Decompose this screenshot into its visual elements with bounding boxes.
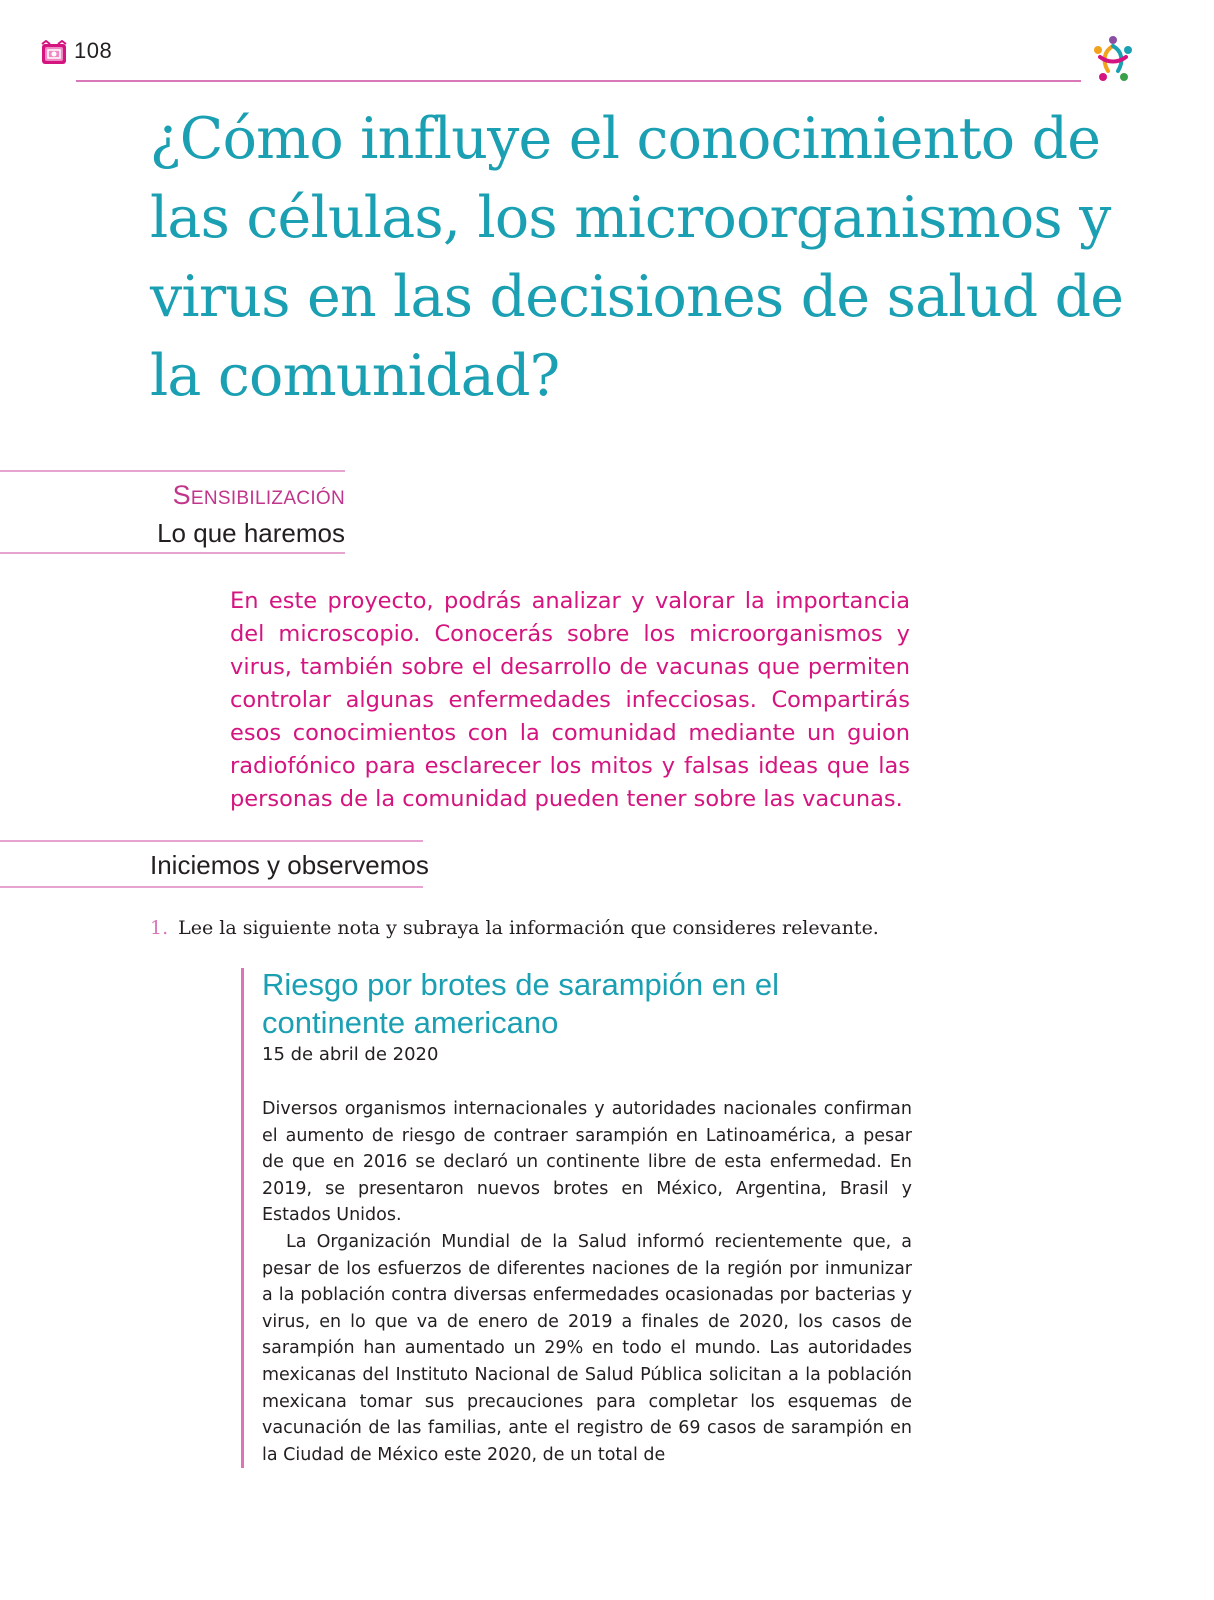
article-date: 15 de abril de 2020 [262, 1044, 439, 1065]
intro-paragraph: En este proyecto, podrás analizar y valorar la importancia del microscopio. Conocerás sobre los microorganismos y virus, también sobre el desarrollo de vacunas que permiten controlar algunas enfermedades infecciosas. Compartirás esos conocimientos con la comunidad mediante un guion radiofónico para esclarecer los mitos y falsas ideas que las personas de la comunidad pueden tener sobre las vacunas. [230, 588, 910, 812]
subsection-top-rule [0, 840, 423, 842]
article-body [262, 1096, 912, 1468]
page-title: ¿Cómo influye el conocimiento de las células, los microorganismos y virus en las decisiones de salud de la comunidad? [150, 106, 1124, 409]
article-paragraph: La Organización Mundial de la Salud informó recientemente que, a pesar de los esfuerzos de diferentes naciones de la región por inmunizar a la población contra diversas enfermedades ocasionadas por bacterias y virus, en lo que va de enero de 2019 a finales de 2020, los casos de sarampión han aumentado un 29% en todo el mundo. Las autoridades mexicanas del Instituto Nacional de Salud Pública solicitan a la población mexicana tomar sus precauciones para completar los esquemas de vacunación de las familias, ante el registro de 69 casos de sarampión en la Ciudad de México este 2020, de un total de [262, 1231, 912, 1465]
section-label: Sensibilización [172, 480, 345, 510]
article-accent-bar [241, 968, 244, 1468]
page-number: 108 [74, 38, 113, 63]
header-divider [76, 80, 1081, 82]
instruction-text: Lee la siguiente nota y subraya la información que consideres relevante. [178, 917, 879, 939]
subsection-title: Iniciemos y observemos [150, 850, 429, 880]
section-sublabel: Lo que haremos [157, 518, 345, 548]
instruction [150, 917, 879, 939]
article-paragraph: Diversos organismos internacionales y autoridades nacionales confirman el aumento de riesgo de contraer sarampión en Latinoamérica, a pesar de que en 2016 se declaró un continente libre de esta enfermedad. En 2019, se presentaron nuevos brotes en México, Argentina, Brasil y Estados Unidos. [262, 1099, 912, 1226]
subsection-bottom-rule [0, 886, 423, 888]
section-bottom-rule [0, 552, 345, 554]
section-top-rule [0, 470, 345, 472]
article-title: Riesgo por brotes de sarampión en el continente americano [262, 967, 779, 1040]
instruction-number: 1. [150, 917, 169, 939]
community-figures-logo-icon [1086, 33, 1140, 87]
aztec-ornament-icon [40, 40, 68, 68]
